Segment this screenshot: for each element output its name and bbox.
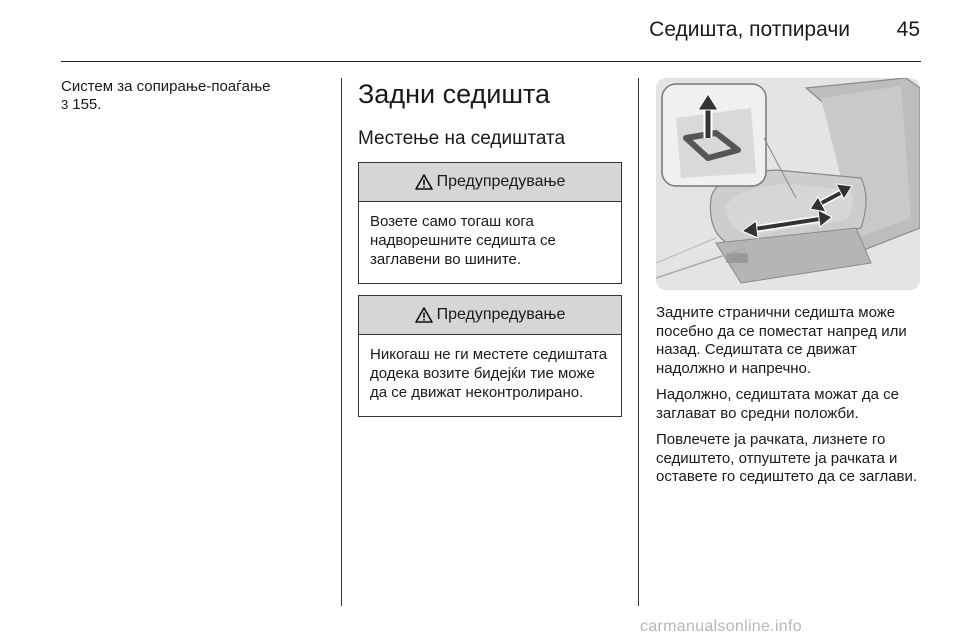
warning-text: Возете само тогаш кога надворешните седишта се заглавени во шините.: [370, 213, 556, 268]
subsection-title: Местење на седиштата: [358, 128, 566, 149]
column-divider-left: [341, 78, 342, 606]
right-column: [656, 78, 922, 495]
paragraph: Задните странични седишта може посебно да се поместат напред или назад. Седиштата се движат надолжно и напречно.: [656, 304, 907, 377]
warning-box: [358, 295, 622, 417]
paragraph: Повлечете ја рачката, лизнете го седиштето, отпуштете ја рачката и оставете го седиштето да се заглави.: [656, 431, 918, 485]
reference-page: 155.: [72, 96, 102, 113]
continued-text: Систем за сопирање-поаѓање: [61, 78, 271, 95]
column-divider-right: [638, 78, 639, 606]
warning-header: [359, 163, 621, 202]
warning-box: [358, 162, 622, 284]
warning-label: Предупредување: [436, 173, 566, 190]
middle-column: [358, 78, 622, 428]
warning-triangle-icon: [415, 307, 433, 323]
warning-text: Никогаш не ги местете седиштата додека возите бидејќи тие може да се движат неконтролирано.: [370, 346, 608, 401]
page-number: 45: [896, 18, 920, 41]
header-rule: [61, 61, 921, 62]
watermark: carmanualsonline.info: [640, 618, 802, 635]
paragraph: Надолжно, седиштата можат да се заглават во средни положби.: [656, 386, 899, 422]
reference-arrow-icon: 3: [61, 97, 69, 112]
page-title: Седишта, потпирачи: [649, 18, 850, 41]
warning-header: [359, 296, 621, 335]
left-column: [61, 78, 326, 114]
warning-triangle-icon: [415, 174, 433, 190]
warning-label: Предупредување: [436, 306, 566, 323]
section-title: Задни седишта: [358, 79, 551, 109]
page-reference[interactable]: [61, 96, 326, 114]
seat-adjustment-illustration: [656, 78, 920, 290]
rear-seat-image: [656, 78, 920, 290]
